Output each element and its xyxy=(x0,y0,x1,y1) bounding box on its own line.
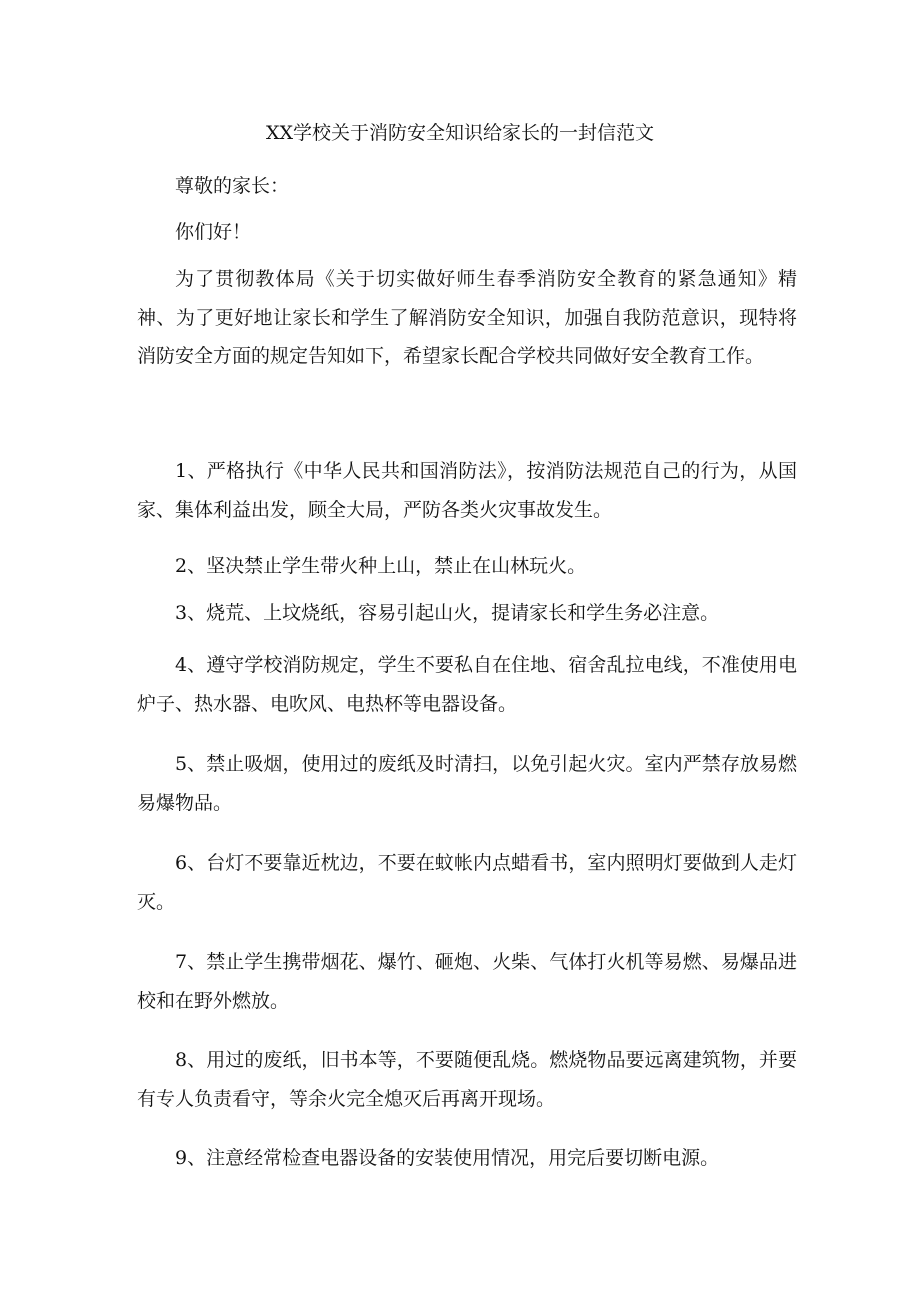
rule-item-5: 5、禁止吸烟，使用过的废纸及时清扫，以免引起火灾。室内严禁存放易燃易爆物品。 xyxy=(137,753,797,814)
rule-item-7: 7、禁止学生携带烟花、爆竹、砸炮、火柴、气体打火机等易燃、易爆品进校和在野外燃放。 xyxy=(137,951,797,1012)
rule-item-1: 1、严格执行《中华人民共和国消防法》，按消防法规范自己的行为，从国家、集体利益出发，顾全大局，严防各类火灾事故发生。 xyxy=(137,460,797,521)
rule-item-3: 3、烧荒、上坟烧纸，容易引起山火，提请家长和学生务必注意。 xyxy=(175,602,720,624)
greeting: 你们好！ xyxy=(175,221,252,243)
intro-paragraph: 为了贯彻教体局《关于切实做好师生春季消防安全教育的紧急通知》精神、为了更好地让家长和学生了解消防安全知识，加强自我防范意识，现特将消防安全方面的规定告知如下，希望家长配合学校共同做好安全教育工作。 xyxy=(137,268,797,367)
document-title: XX学校关于消防安全知识给家长的一封信范文 xyxy=(265,122,655,144)
rule-item-2: 2、坚决禁止学生带火种上山，禁止在山林玩火。 xyxy=(175,555,587,577)
rule-item-8: 8、用过的废纸，旧书本等，不要随便乱烧。燃烧物品要远离建筑物，并要有专人负责看守，等余火完全熄灭后再离开现场。 xyxy=(137,1049,797,1110)
salutation: 尊敬的家长： xyxy=(175,175,290,197)
rule-item-9: 9、注意经常检查电器设备的安装使用情况，用完后要切断电源。 xyxy=(175,1147,720,1169)
rule-item-6: 6、台灯不要靠近枕边，不要在蚊帐内点蜡看书，室内照明灯要做到人走灯灭。 xyxy=(137,852,797,913)
rule-item-4: 4、遵守学校消防规定，学生不要私自在住地、宿舍乱拉电线，不准使用电炉子、热水器、电吹风、电热杯等电器设备。 xyxy=(137,654,797,715)
